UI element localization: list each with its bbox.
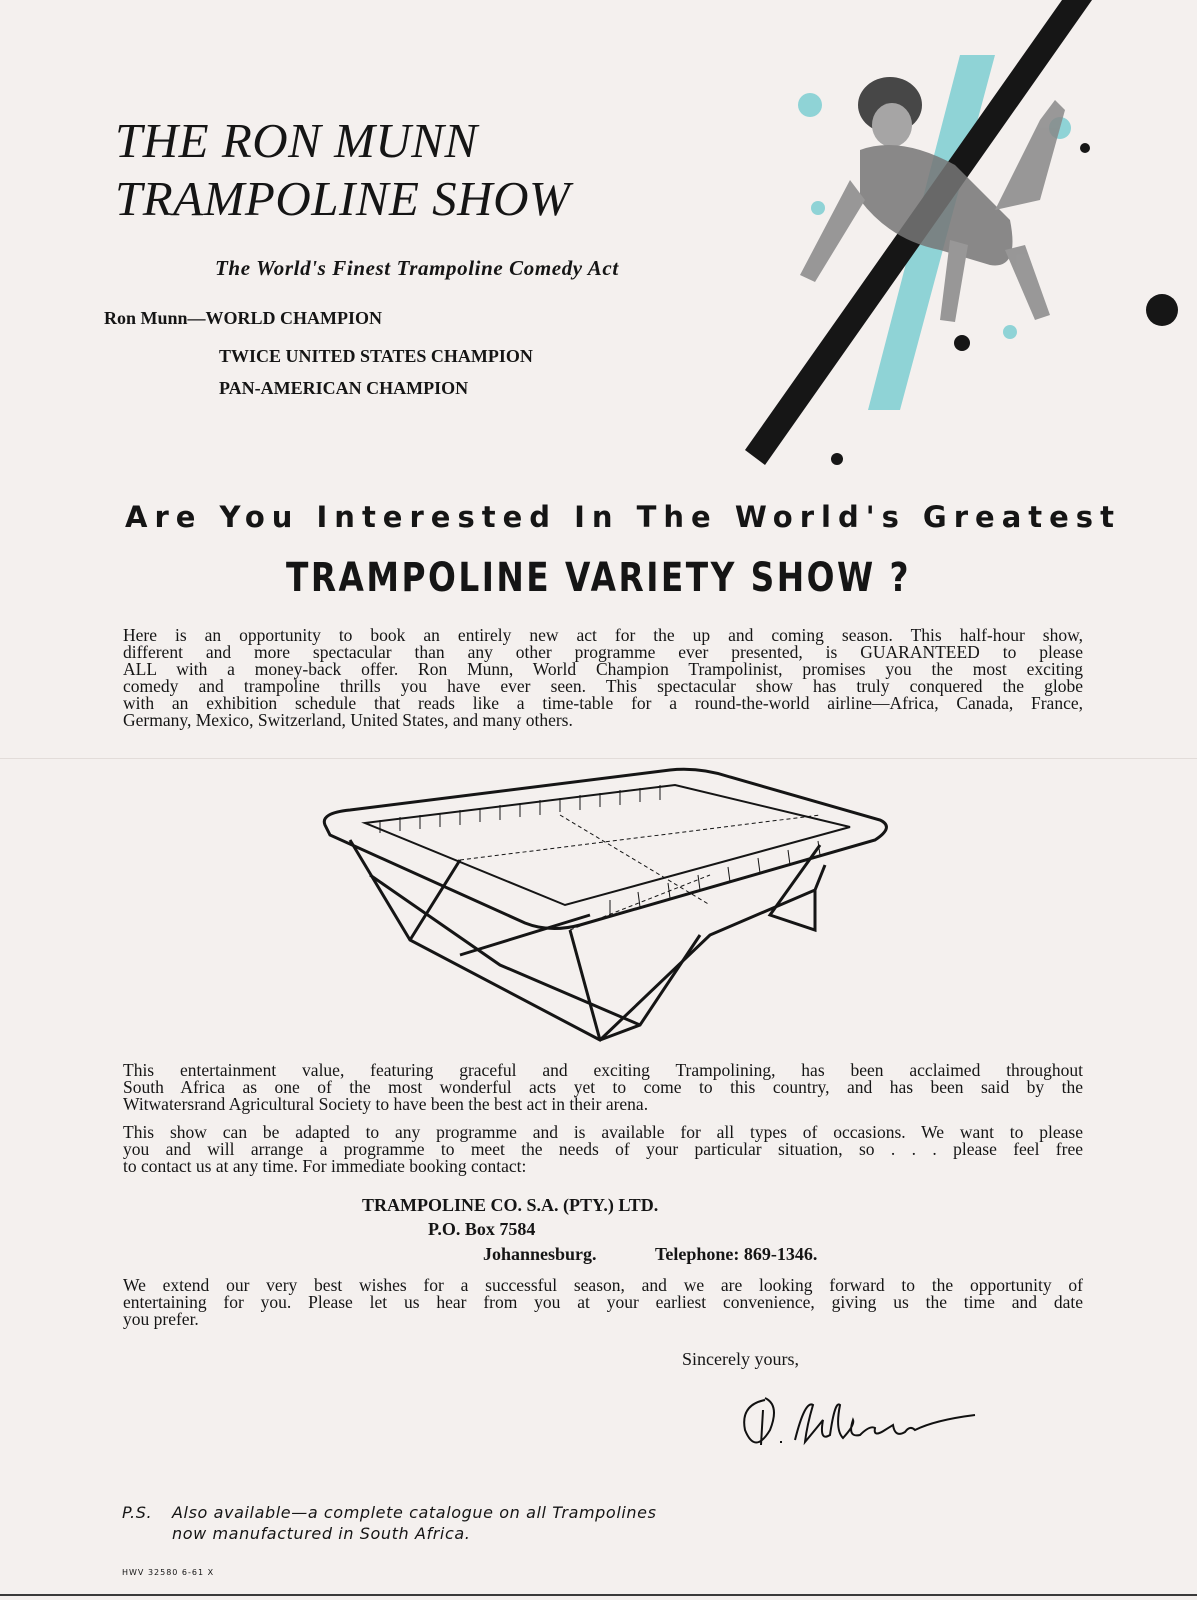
text-line: This entertainment value, featuring graceful and exciting Trampolining, has been acclaimed throughout	[123, 1060, 1083, 1080]
text-line: We extend our very best wishes for a successful season, and we are looking forward to the opportunity of	[123, 1275, 1083, 1295]
closing-paragraph	[123, 1277, 1083, 1328]
contact-city: Johannesburg.	[483, 1244, 597, 1264]
text-line: South Africa as one of the most wonderful acts yet to come to this country, and has been said by the	[123, 1077, 1083, 1097]
headline-show: TRAMPOLINE VARIETY SHOW ?	[286, 555, 911, 601]
signoff: Sincerely yours,	[682, 1349, 799, 1369]
text-line: you and will arrange a programme to meet the needs of your particular situation, so . . . please feel free	[123, 1139, 1083, 1159]
intro-paragraph	[123, 627, 1083, 729]
contact-telephone: Telephone: 869-1346.	[655, 1244, 818, 1264]
contact-po-box: P.O. Box 7584	[428, 1219, 536, 1239]
text-line: ALL with a money-back offer. Ron Munn, World Champion Trampolinist, promises you the most exciting	[123, 659, 1083, 679]
text-line: Germany, Mexico, Switzerland, United States, and many others.	[123, 710, 573, 730]
subtitle: The World's Finest Trampoline Comedy Act	[215, 256, 619, 280]
paper-fold	[0, 758, 1197, 759]
text-line: comedy and trampoline thrills you have ever seen. This spectacular show has truly conquered the globe	[123, 676, 1083, 696]
text-line: entertaining for you. Please let us hear from you at your earliest convenience, giving us the time and date	[123, 1292, 1083, 1312]
text-line: you prefer.	[123, 1309, 199, 1329]
performer-illustration	[740, 0, 1197, 480]
text-line: different and more spectacular than any other programme ever presented, is GUARANTEED to please	[123, 642, 1083, 662]
page-title	[115, 112, 570, 228]
title-line-2: TRAMPOLINE SHOW	[115, 171, 571, 226]
signature	[735, 1380, 985, 1460]
title-pan-american: PAN-AMERICAN CHAMPION	[219, 378, 469, 398]
headline: Are You Interested In The World's Greatest	[125, 500, 1121, 534]
text-line: Witwatersrand Agricultural Society to have been the best act in their arena.	[123, 1094, 649, 1114]
text-line: with an exhibition schedule that reads like a time-table for a round-the-world airline—Africa, Canada, France,	[123, 693, 1083, 713]
postscript	[122, 1502, 657, 1544]
ps-line-2: now manufactured in South Africa.	[172, 1524, 471, 1543]
title-us-champion: TWICE UNITED STATES CHAMPION	[219, 346, 533, 366]
ps-label: P.S.	[122, 1503, 153, 1522]
print-code: HWV 32580 6-61 X	[122, 1568, 215, 1577]
text-line: This show can be adapted to any programme and is available for all types of occasions. We want to please	[123, 1122, 1083, 1142]
trampoline-illustration	[310, 765, 900, 1055]
title-line-1: THE RON MUNN	[115, 113, 478, 168]
acclaim-paragraph	[123, 1062, 1083, 1113]
contact-company: TRAMPOLINE CO. S.A. (PTY.) LTD.	[362, 1195, 659, 1215]
champion-line: Ron Munn—WORLD CHAMPION	[104, 308, 383, 328]
ps-line-1: Also available—a complete catalogue on all Trampolines	[172, 1503, 657, 1522]
text-line: to contact us at any time. For immediate booking contact:	[123, 1156, 527, 1176]
paper-edge	[0, 1594, 1197, 1596]
booking-paragraph	[123, 1124, 1083, 1175]
text-line: Here is an opportunity to book an entirely new act for the up and coming season. This half-hour show,	[123, 625, 1083, 645]
